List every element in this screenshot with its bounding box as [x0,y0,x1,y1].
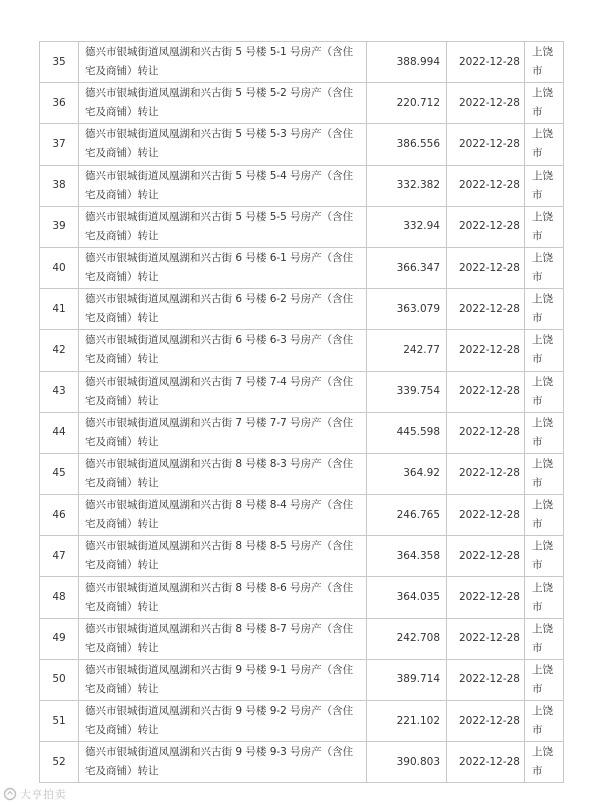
listing-date: 2022-12-28 [447,247,525,288]
listing-date: 2022-12-28 [447,659,525,700]
listing-date: 2022-12-28 [447,453,525,494]
row-number: 42 [40,330,79,371]
property-name [79,247,367,288]
property-area: 242.77 [367,330,447,371]
property-name-text: 德兴市银城街道凤凰湖和兴古街 7 号楼 7-7 号房产（含住宅及商铺）转让 [85,416,354,448]
table-row [40,289,564,330]
row-number: 35 [40,42,79,83]
table-row [40,618,564,659]
listing-date: 2022-12-28 [447,412,525,453]
property-name-text: 德兴市银城街道凤凰湖和兴古街 8 号楼 8-7 号房产（含住宅及商铺）转让 [85,622,354,654]
property-listing-table [39,41,564,783]
property-area: 221.102 [367,701,447,742]
city-name: 上饶市 [525,289,564,330]
watermark [3,786,66,802]
property-name [79,701,367,742]
property-name-text: 德兴市银城街道凤凰湖和兴古街 9 号楼 9-2 号房产（含住宅及商铺）转让 [85,705,354,737]
property-name [79,330,367,371]
property-area: 386.556 [367,124,447,165]
table-row [40,453,564,494]
listing-date: 2022-12-28 [447,330,525,371]
row-number: 39 [40,206,79,247]
property-name [79,42,367,83]
listing-date: 2022-12-28 [447,618,525,659]
property-name [79,536,367,577]
city-name: 上饶市 [525,165,564,206]
table-row [40,42,564,83]
property-name [79,618,367,659]
property-name [79,453,367,494]
city-name: 上饶市 [525,206,564,247]
property-name-text: 德兴市银城街道凤凰湖和兴古街 5 号楼 5-4 号房产（含住宅及商铺）转让 [85,169,354,201]
property-name [79,124,367,165]
city-name: 上饶市 [525,371,564,412]
listing-date: 2022-12-28 [447,289,525,330]
property-name [79,742,367,783]
property-area: 363.079 [367,289,447,330]
table-row [40,206,564,247]
city-name: 上饶市 [525,247,564,288]
listing-date: 2022-12-28 [447,206,525,247]
listing-date: 2022-12-28 [447,165,525,206]
city-name: 上饶市 [525,83,564,124]
listing-date: 2022-12-28 [447,495,525,536]
table-row [40,412,564,453]
table-row [40,371,564,412]
table-row [40,83,564,124]
property-name [79,412,367,453]
row-number: 45 [40,453,79,494]
row-number: 41 [40,289,79,330]
table-body [40,42,564,783]
listing-date: 2022-12-28 [447,742,525,783]
row-number: 36 [40,83,79,124]
property-name-text: 德兴市银城街道凤凰湖和兴古街 5 号楼 5-5 号房产（含住宅及商铺）转让 [85,210,354,242]
city-name: 上饶市 [525,577,564,618]
property-name-text: 德兴市银城街道凤凰湖和兴古街 8 号楼 8-4 号房产（含住宅及商铺）转让 [85,499,354,531]
table-row [40,124,564,165]
property-name [79,206,367,247]
row-number: 46 [40,495,79,536]
city-name: 上饶市 [525,412,564,453]
city-name: 上饶市 [525,742,564,783]
table-row [40,330,564,371]
row-number: 44 [40,412,79,453]
row-number: 38 [40,165,79,206]
property-name-text: 德兴市银城街道凤凰湖和兴古街 5 号楼 5-1 号房产（含住宅及商铺）转让 [85,46,354,78]
property-area: 390.803 [367,742,447,783]
listing-date: 2022-12-28 [447,577,525,618]
row-number: 48 [40,577,79,618]
city-name: 上饶市 [525,618,564,659]
table-row [40,165,564,206]
property-name-text: 德兴市银城街道凤凰湖和兴古街 8 号楼 8-5 号房产（含住宅及商铺）转让 [85,540,354,572]
row-number: 49 [40,618,79,659]
table-row [40,701,564,742]
city-name: 上饶市 [525,453,564,494]
watermark-text: 大亨拍卖 [20,788,66,801]
property-area: 364.92 [367,453,447,494]
property-area: 332.94 [367,206,447,247]
listing-date: 2022-12-28 [447,371,525,412]
property-name-text: 德兴市银城街道凤凰湖和兴古街 6 号楼 6-3 号房产（含住宅及商铺）转让 [85,334,354,366]
property-name-text: 德兴市银城街道凤凰湖和兴古街 5 号楼 5-2 号房产（含住宅及商铺）转让 [85,87,354,119]
property-name-text: 德兴市银城街道凤凰湖和兴古街 5 号楼 5-3 号房产（含住宅及商铺）转让 [85,128,354,160]
table-row [40,742,564,783]
row-number: 43 [40,371,79,412]
row-number: 37 [40,124,79,165]
property-area: 445.598 [367,412,447,453]
property-area: 220.712 [367,83,447,124]
row-number: 40 [40,247,79,288]
row-number: 52 [40,742,79,783]
property-name [79,165,367,206]
city-name: 上饶市 [525,701,564,742]
property-name [79,83,367,124]
property-name-text: 德兴市银城街道凤凰湖和兴古街 9 号楼 9-3 号房产（含住宅及商铺）转让 [85,746,354,778]
city-name: 上饶市 [525,659,564,700]
property-area: 389.714 [367,659,447,700]
property-area: 332.382 [367,165,447,206]
property-area: 366.347 [367,247,447,288]
listing-date: 2022-12-28 [447,124,525,165]
property-area: 388.994 [367,42,447,83]
watermark-logo-icon [3,787,17,801]
city-name: 上饶市 [525,536,564,577]
property-name-text: 德兴市银城街道凤凰湖和兴古街 8 号楼 8-6 号房产（含住宅及商铺）转让 [85,581,354,613]
property-name [79,659,367,700]
table-row [40,536,564,577]
property-name-text: 德兴市银城街道凤凰湖和兴古街 6 号楼 6-2 号房产（含住宅及商铺）转让 [85,293,354,325]
property-area: 246.765 [367,495,447,536]
listing-date: 2022-12-28 [447,42,525,83]
property-name-text: 德兴市银城街道凤凰湖和兴古街 9 号楼 9-1 号房产（含住宅及商铺）转让 [85,663,354,695]
table-row [40,577,564,618]
city-name: 上饶市 [525,495,564,536]
listing-date: 2022-12-28 [447,536,525,577]
listing-date: 2022-12-28 [447,83,525,124]
property-name-text: 德兴市银城街道凤凰湖和兴古街 7 号楼 7-4 号房产（含住宅及商铺）转让 [85,375,354,407]
property-area: 364.035 [367,577,447,618]
property-area: 339.754 [367,371,447,412]
property-area: 364.358 [367,536,447,577]
city-name: 上饶市 [525,124,564,165]
row-number: 51 [40,701,79,742]
city-name: 上饶市 [525,42,564,83]
table-row [40,659,564,700]
row-number: 50 [40,659,79,700]
property-name [79,289,367,330]
property-name [79,495,367,536]
table-row [40,495,564,536]
city-name: 上饶市 [525,330,564,371]
property-area: 242.708 [367,618,447,659]
property-name [79,371,367,412]
row-number: 47 [40,536,79,577]
property-name-text: 德兴市银城街道凤凰湖和兴古街 6 号楼 6-1 号房产（含住宅及商铺）转让 [85,252,354,284]
table-row [40,247,564,288]
property-name-text: 德兴市银城街道凤凰湖和兴古街 8 号楼 8-3 号房产（含住宅及商铺）转让 [85,457,354,489]
property-name [79,577,367,618]
listing-date: 2022-12-28 [447,701,525,742]
